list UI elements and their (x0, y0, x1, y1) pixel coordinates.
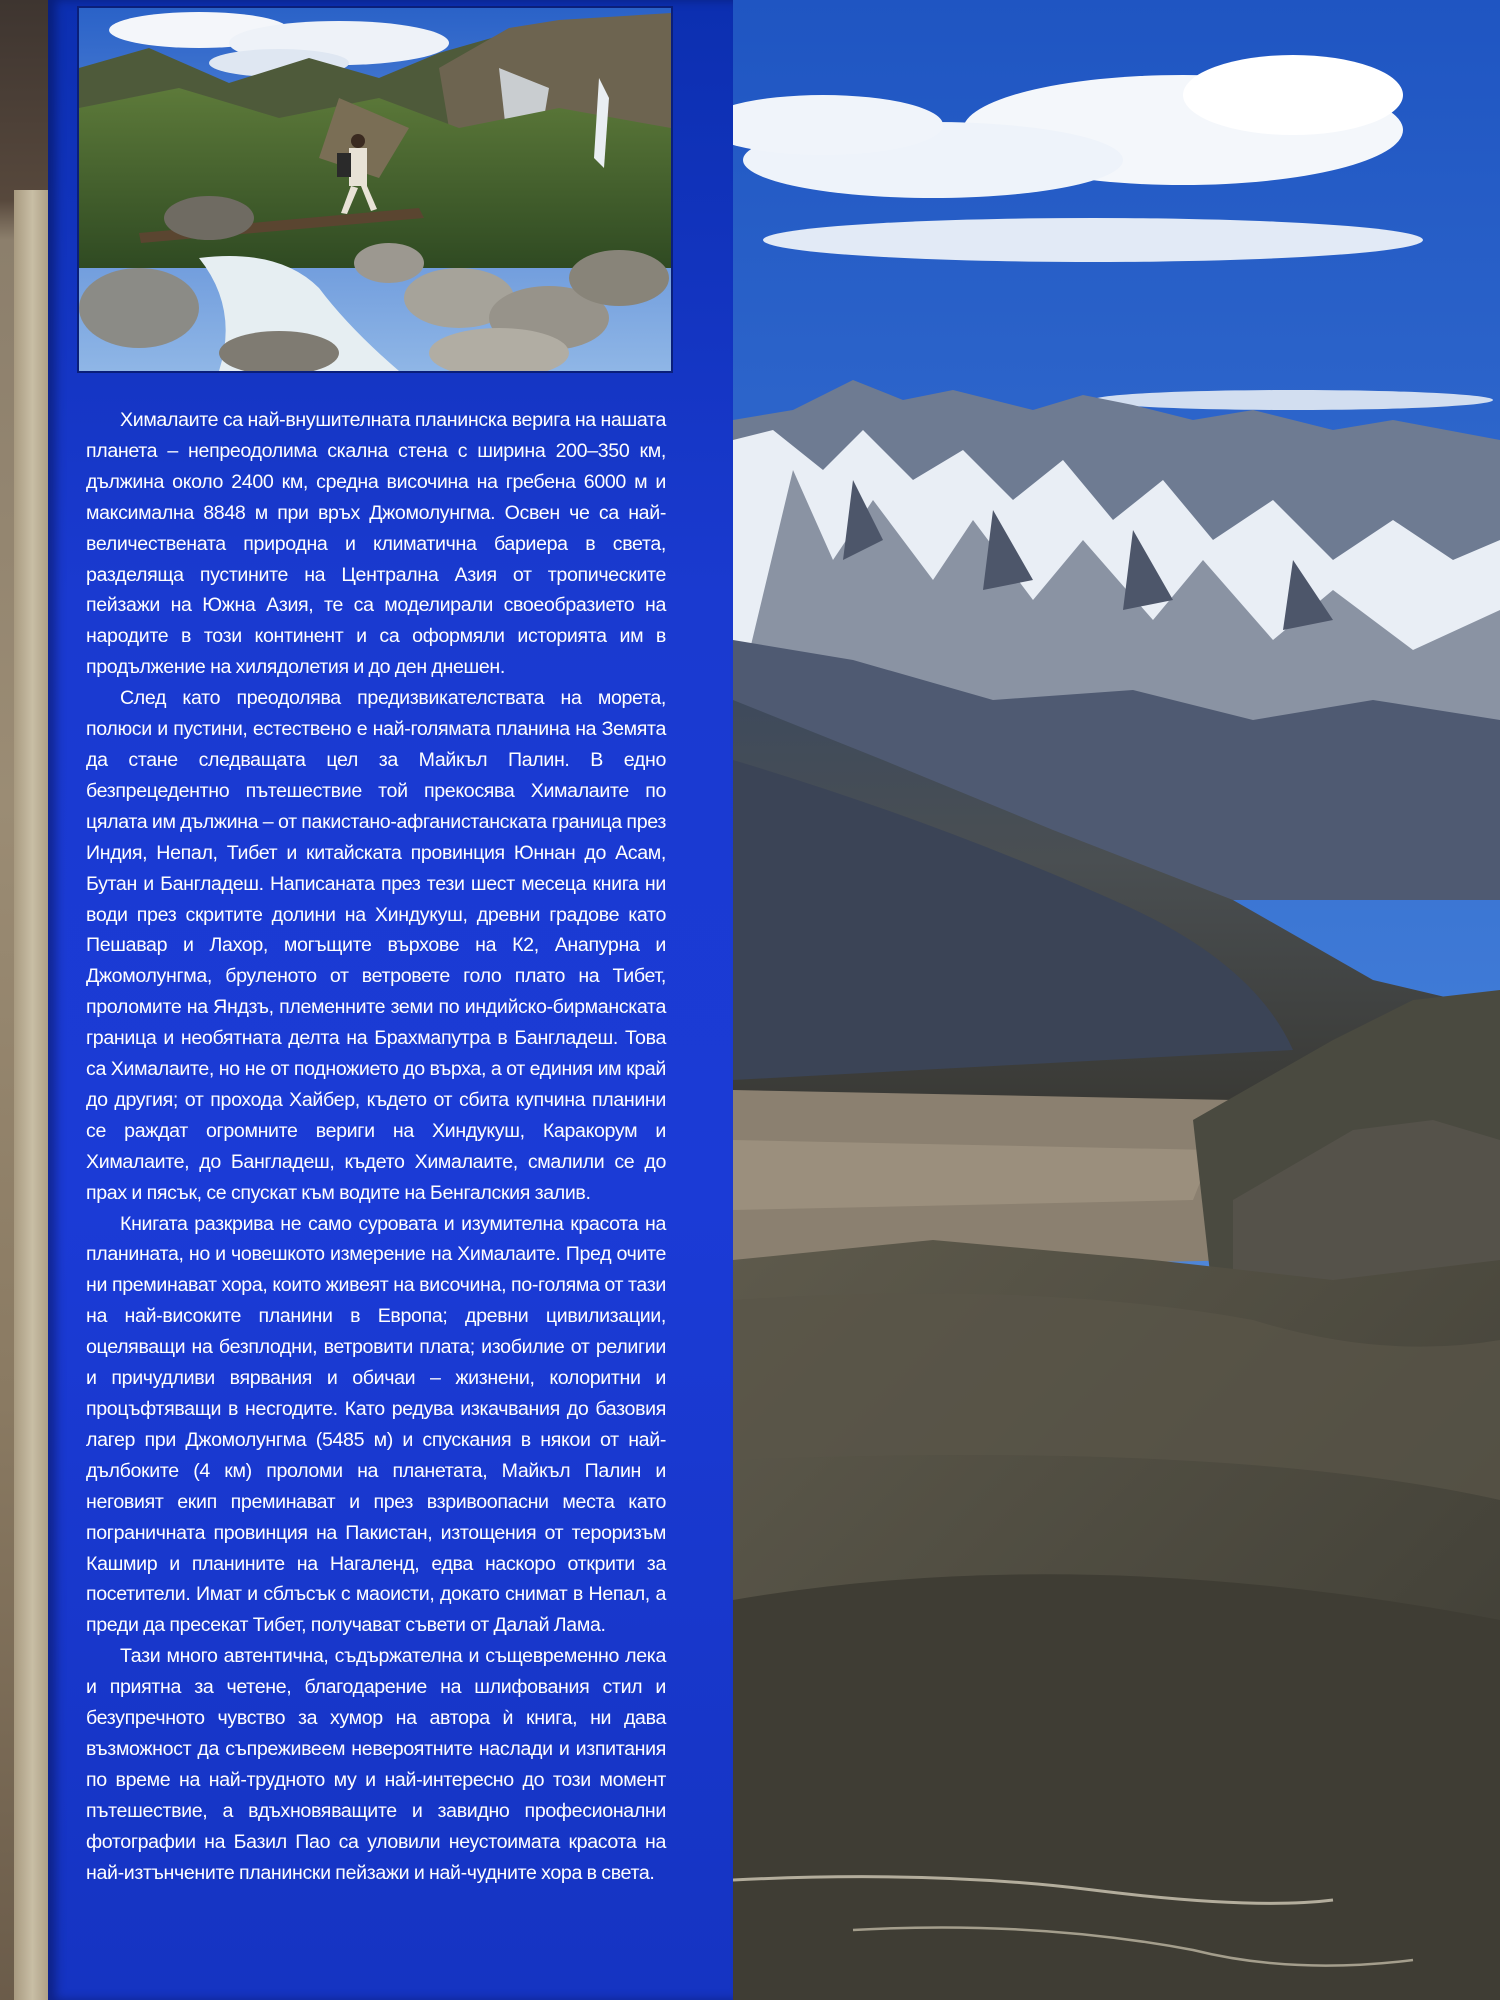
main-photo-image (733, 0, 1500, 2000)
inset-photo-image (79, 8, 671, 371)
paragraph: След като преодолява предизвикателствата на морета, полюси и пустини, естествено е най-голямата планина на Земята да стане следващата цел за Майкъл Палин. В едно безпрецедентно пътешествие той прекосява Хималаите по цялата им дължина – от пакистано-афганистанската граница през Индия, Непал, Тибет и китайската провинция Юннан до Асам, Бутан и Бангладеш. Написаната през тези шест месеца книга ни води през скритите долини на Хиндукуш, древни градове като Пешавар и Лахор, могъщите върхове на К2, Анапурна и Джомолунгма, бруленото от ветровете голо плато на Тибет, проломите на Яндзъ, племенните земи по индийско-бирманската граница и необятната делта на Брахмапутра в Бангладеш. Това са Хималаите, но не от подножието до върха, а от единия им край до другия; от прохода Хайбер, където от сбита купчина планини се раждат огромните вериги на Хиндукуш, Каракорум и Хималаите, до Бангладеш, където Хималаите, смалили се до прах и пясък, се спускат към водите на Бенгалския залив. (86, 687, 666, 1204)
body-text (86, 405, 666, 1889)
paragraph: Хималаите са най-внушителната планинска верига на нашата планета – непреодолима скална стена с ширина 200–350 км, дължина около 2400 км, средна височина на гребена 6000 м и максимална 8848 м при връх Джомолунгма. Освен че са най-величествената природна и климатична бариера в света, разделяща пустините на Централна Азия от тропическите пейзажи на Южна Азия, те са моделирали своеобразието на народите в този континент и са оформяли историята им в продължение на хилядолетия и до ден днешен. (86, 409, 666, 679)
paragraph: Тази много автентична, съдържателна и същевременно лека и приятна за четене, благодарение на шлифования стил и безупречното чувство за хумор на автора ѝ книга, ни дава възможност да съпреживеем невероятните наслади и изпитания по време на най-трудното му и най-интересно до този момент пътешествие, а вдъхновяващите и завидно професионални фотографии на Базил Пао са уловили неустоимата красота на най-изтънчените планински пейзажи и най-чудните хора в света. (86, 1645, 666, 1884)
main-photo-himalaya-landscape (733, 0, 1500, 2000)
inset-photo-hiker-bridge (77, 6, 673, 373)
paragraph: Книгата разкрива не само суровата и изумителна красота на планината, но и човешкото измерение на Хималаите. Пред очите ни преминават хора, които живеят на височина, по-голяма от тази на най-високите планини в Европа; древни цивилизации, оцеляващи на безплодни, ветровити плата; изобилие от религии и причудливи вярвания и обичаи – жизнени, колоритни и процъфтяващи в несгодите. Като редува изкачвания до базовия лагер при Джомолунгма (5485 м) и спускания в някои от най-дълбоките (4 км) проломи на планетата, Майкъл Палин и неговият екип преминават и през взривоопасни места като пограничната провинция на Пакистан, изтощения от тероризъм Кашмир и планините на Нагаленд, едва наскоро открити за посетители. Имат и сблъсък с маоисти, докато снимат в Непал, а преди да пресекат Тибет, получават съвети от Далай Лама. (86, 1212, 666, 1637)
